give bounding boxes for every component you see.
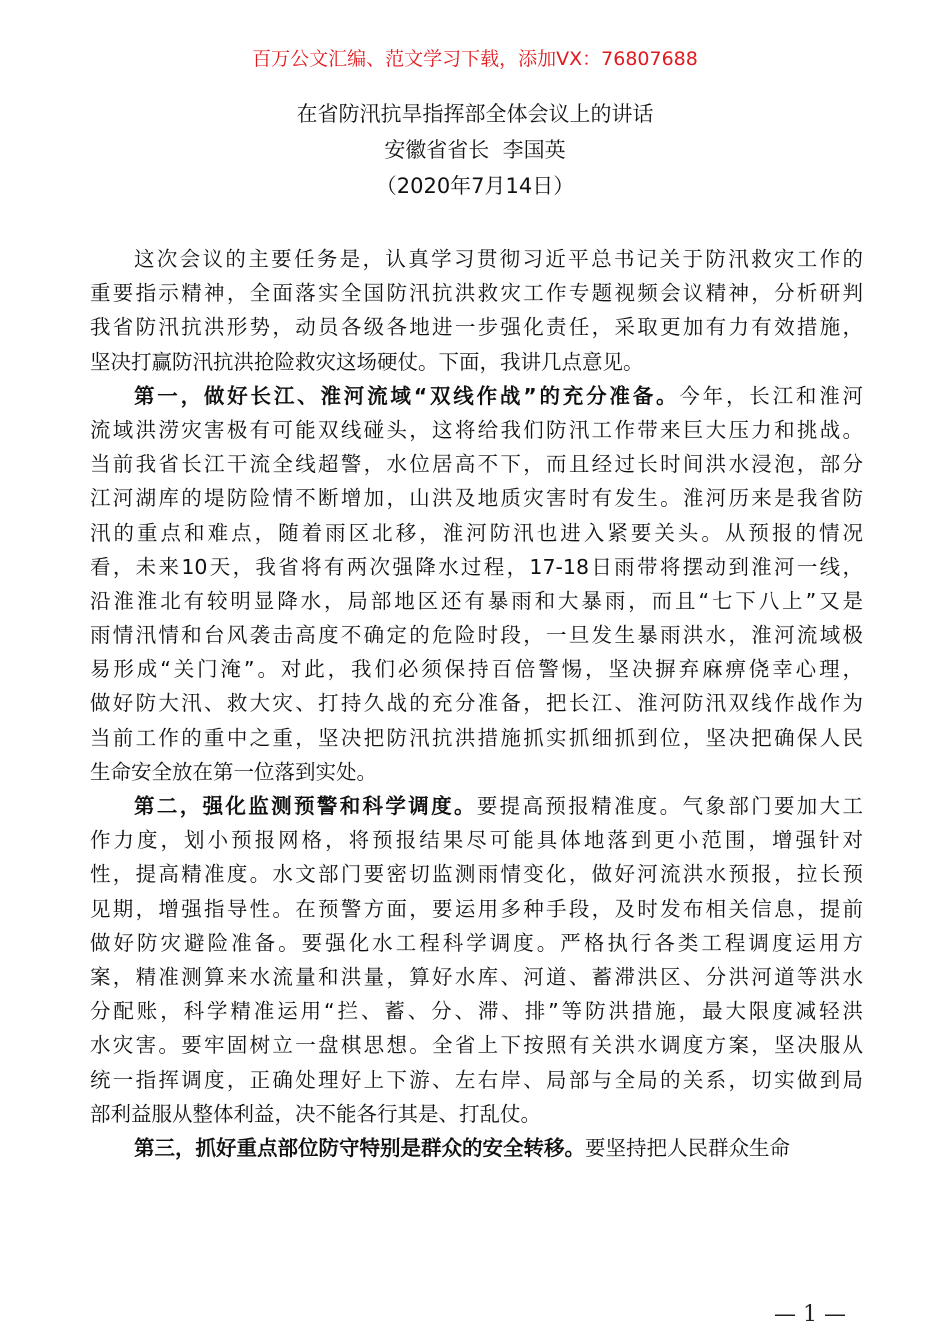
body-line: 雨情汛情和台风袭击高度不确定的危险时段，一旦发生暴雨洪水，淮河流域极	[90, 623, 863, 648]
body-line: 坚决打赢防汛抗洪抢险救灾这场硬仗。下面，我讲几点意见。	[90, 349, 644, 374]
body-line	[90, 379, 863, 413]
document-body	[90, 242, 863, 1165]
body-text: 要坚持把人民群众生命	[585, 1135, 790, 1160]
body-text: 今年，长江和淮河	[679, 383, 863, 408]
document-date: （2020年7月14日）	[375, 174, 575, 198]
body-line: 当前我省长江干流全线超警，水位居高不下，而且经过长时间洪水浸泡，部分	[90, 452, 863, 477]
body-line: 汛的重点和难点，随着雨区北移，淮河防汛也进入紧要关头。从预报的情况	[90, 520, 863, 545]
header-note: 百万公文汇编、范文学习下载，添加VX：76807688	[252, 48, 698, 70]
body-text: 要提高预报精准度。气象部门要加大工	[476, 794, 864, 818]
body-line	[90, 789, 863, 823]
body-line: 这次会议的主要任务是，认真学习贯彻习近平总书记关于防汛救灾工作的	[134, 247, 863, 271]
body-line: 当前工作的重中之重，坚决把防汛抗洪措施抓实抓细抓到位，坚决把确保人民	[90, 725, 863, 750]
body-line: 重要指示精神，全面落实全国防汛抗洪救灾工作专题视频会议精神，分析研判	[90, 281, 863, 306]
body-line: 沿淮淮北有较明显降水，局部地区还有暴雨和大暴雨，而且“七下八上”又是	[90, 588, 863, 613]
body-line: 见期，增强指导性。在预警方面，要运用多种手段，及时发布相关信息，提前	[90, 896, 863, 921]
body-line: 部利益服从整体利益，决不能各行其是、打乱仗。	[90, 1101, 541, 1126]
document-title: 在省防汛抗旱指挥部全体会议上的讲话	[296, 102, 654, 126]
body-line: 流域洪涝灾害极有可能双线碰头，这将给我们防汛工作带来巨大压力和挑战。	[90, 417, 863, 442]
body-line: 性，提高精准度。水文部门要密切监测雨情变化，做好河流洪水预报，拉长预	[90, 862, 863, 887]
body-line: 江河湖库的堤防险情不断增加，山洪及地质灾害时有发生。淮河历来是我省防	[90, 486, 863, 511]
body-line: 做好防灾避险准备。要强化水工程科学调度。严格执行各类工程调度运用方	[90, 930, 863, 955]
body-line: 生命安全放在第一位落到实处。	[90, 759, 377, 784]
body-line	[90, 1131, 863, 1165]
body-line: 分配账，科学精准运用“拦、蓄、分、滞、排”等防洪措施，最大限度减轻洪	[90, 999, 863, 1024]
body-line: 我省防汛抗洪形势，动员各级各地进一步强化责任，采取更加有力有效措施，	[90, 315, 863, 340]
body-line: 易形成“关门淹”。对此，我们必须保持百倍警惕，坚决摒弃麻痹侥幸心理，	[90, 657, 863, 682]
page-number: — 1 —	[774, 1302, 846, 1327]
section-heading: 第一，做好长江、淮河流域“双线作战”的充分准备。	[134, 383, 680, 408]
body-line: 做好防大汛、救大灾、打持久战的充分准备，把长江、淮河防汛双线作战作为	[90, 691, 863, 716]
body-line: 案，精准测算来水流量和洪量，算好水库、河道、蓄滞洪区、分洪河道等洪水	[90, 964, 863, 989]
document-author: 安徽省省长 李国英	[384, 138, 566, 162]
body-line: 看，未来10天，我省将有两次强降水过程，17-18日雨带将摆动到淮河一线，	[90, 554, 863, 579]
body-line: 作力度，划小预报网格，将预报结果尽可能具体地落到更小范围，增强针对	[90, 828, 863, 853]
body-line: 水灾害。要牢固树立一盘棋思想。全省上下按照有关洪水调度方案，坚决服从	[90, 1033, 863, 1058]
section-heading: 第二，强化监测预警和科学调度。	[134, 794, 477, 818]
section-heading: 第三，抓好重点部位防守特别是群众的安全转移。	[134, 1135, 585, 1160]
body-line: 统一指挥调度，正确处理好上下游、左右岸、局部与全局的关系，切实做到局	[90, 1067, 863, 1092]
title-block	[0, 96, 950, 204]
